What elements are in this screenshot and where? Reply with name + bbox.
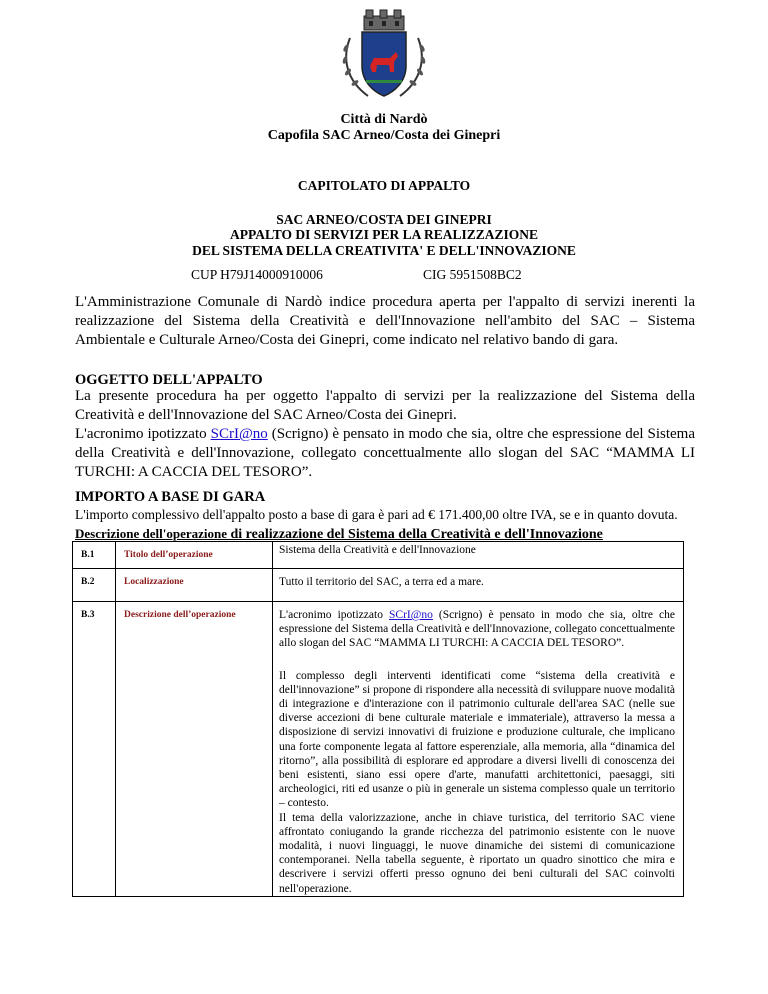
scrigno-link[interactable]: SCrI@no (389, 609, 433, 621)
row-code: B.3 (73, 602, 116, 897)
row-label: Descrizione dell’operazione (116, 602, 273, 897)
b3-paragraph-3: Il tema della valorizzazione, anche in chiave turistica, del territorio SAC viene affrontato coniugando la grande ricchezza del patrimonio esistente con le nuove modalità, i nuovi linguaggi, le nuove dinamiche dei sistemi di comunicazione contemporanei. Nella tabella seguente, è riportato un quadro sinottico che mira e descrivere i servizi offerti presso ognuno dei beni culturali del SAC coinvolti nell'operazione. (279, 811, 675, 895)
scrigno-link[interactable]: SCrI@no (210, 426, 268, 442)
subtitle-line-3: DEL SISTEMA DELLA CREATIVITA' E DELL'INNOVAZIONE (192, 243, 576, 258)
row-value (273, 602, 684, 897)
table-row (73, 542, 684, 569)
descrizione-title: Descrizione dell'operazione di realizzazione del Sistema della Creatività e dell'Innovazione (75, 526, 603, 542)
row-code: B.2 (73, 569, 116, 602)
subtitle-line-2: APPALTO DI SERVIZI PER LA REALIZZAZIONE (230, 227, 538, 242)
document-title: CAPITOLATO DI APPALTO (297, 178, 471, 193)
oggetto-paragraph-1: La presente procedura ha per oggetto l'appalto di servizi per la realizzazione del Sistema della Creatività e dell'Innovazione del SAC Arneo/Costa dei Ginepri. (75, 388, 695, 423)
section-heading-oggetto: OGGETTO DELL'APPALTO (75, 372, 263, 388)
lead-entity: Capofila SAC Arneo/Costa dei Ginepri (267, 128, 501, 143)
cup-code: CUP H79J14000910006 (191, 267, 323, 282)
table-row (73, 569, 684, 602)
city-name: Città di Nardò (340, 112, 428, 127)
subtitle-line-1: SAC ARNEO/COSTA DEI GINEPRI (276, 212, 492, 227)
oggetto-paragraph-2: L'acronimo ipotizzato SCrI@no (Scrigno) è pensato in modo che sia, oltre che espressione del Sistema della Creatività e dell'Innovazione, collegato concettualmente allo slogan del SAC “MAMMA LI TURCHI: A CACCIA DEL TESORO”. (75, 426, 696, 480)
cig-code: CIG 5951508BC2 (423, 267, 522, 282)
city-crest-logo (332, 8, 436, 104)
row-value: Tutto il territorio del SAC, a terra ed a mare. (273, 569, 684, 602)
section-heading-importo: IMPORTO A BASE DI GARA (75, 489, 266, 505)
row-code: B.1 (73, 542, 116, 569)
b3-paragraph-1: L'acronimo ipotizzato SCrI@no (Scrigno) è pensato in modo che sia, oltre che espressione del Sistema della Creatività e dell'Innovazione, collegato concettualmente allo slogan del SAC “MAMMA LI TURCHI: A CACCIA DEL TESORO”. (279, 609, 675, 650)
b3-paragraph-2: Il complesso degli interventi identificati come “sistema della creatività e dell'innovazione” si propone di rispondere alla necessità di sviluppare nuove modalità di integrazione e d'interazione con il patrimonio culturale dell'area SAC (nelle sue diverse accezioni di bene culturale materiale e immateriale), attraverso la messa a disposizione di servizi innovativi di fruizione e produzione culturale, che implicano una forte componente legata al fattore esperenziale, alla memoria, alla “dinamica del ritorno”, alla possibilità di esplorare ed approdare a diversi livelli di conoscenza dei beni esistenti, siano essi opere d'arte, manufatti architettonici, paesaggi, siti archeologici, riti ed usanze o più in generale un sistema complesso quale un territorio – contesto. (279, 669, 675, 810)
importo-paragraph: L'importo complessivo dell'appalto posto a base di gara è pari ad € 171.400,00 oltre IVA, se e in quanto dovuta. (75, 507, 678, 522)
row-value: Sistema della Creatività e dell'Innovazione (273, 542, 684, 569)
intro-paragraph: L'Amministrazione Comunale di Nardò indice procedura aperta per l'appalto di servizi inerenti la realizzazione del Sistema della Creatività e dell'Innovazione nell'ambito del SAC – Sistema Ambientale e Culturale Arneo/Costa dei Ginepri, come indicato nel relativo bando di gara. (75, 294, 695, 348)
row-label: Localizzazione (116, 569, 273, 602)
row-label: Titolo dell’operazione (116, 542, 273, 569)
operation-table (72, 541, 684, 897)
table-row (73, 602, 684, 897)
